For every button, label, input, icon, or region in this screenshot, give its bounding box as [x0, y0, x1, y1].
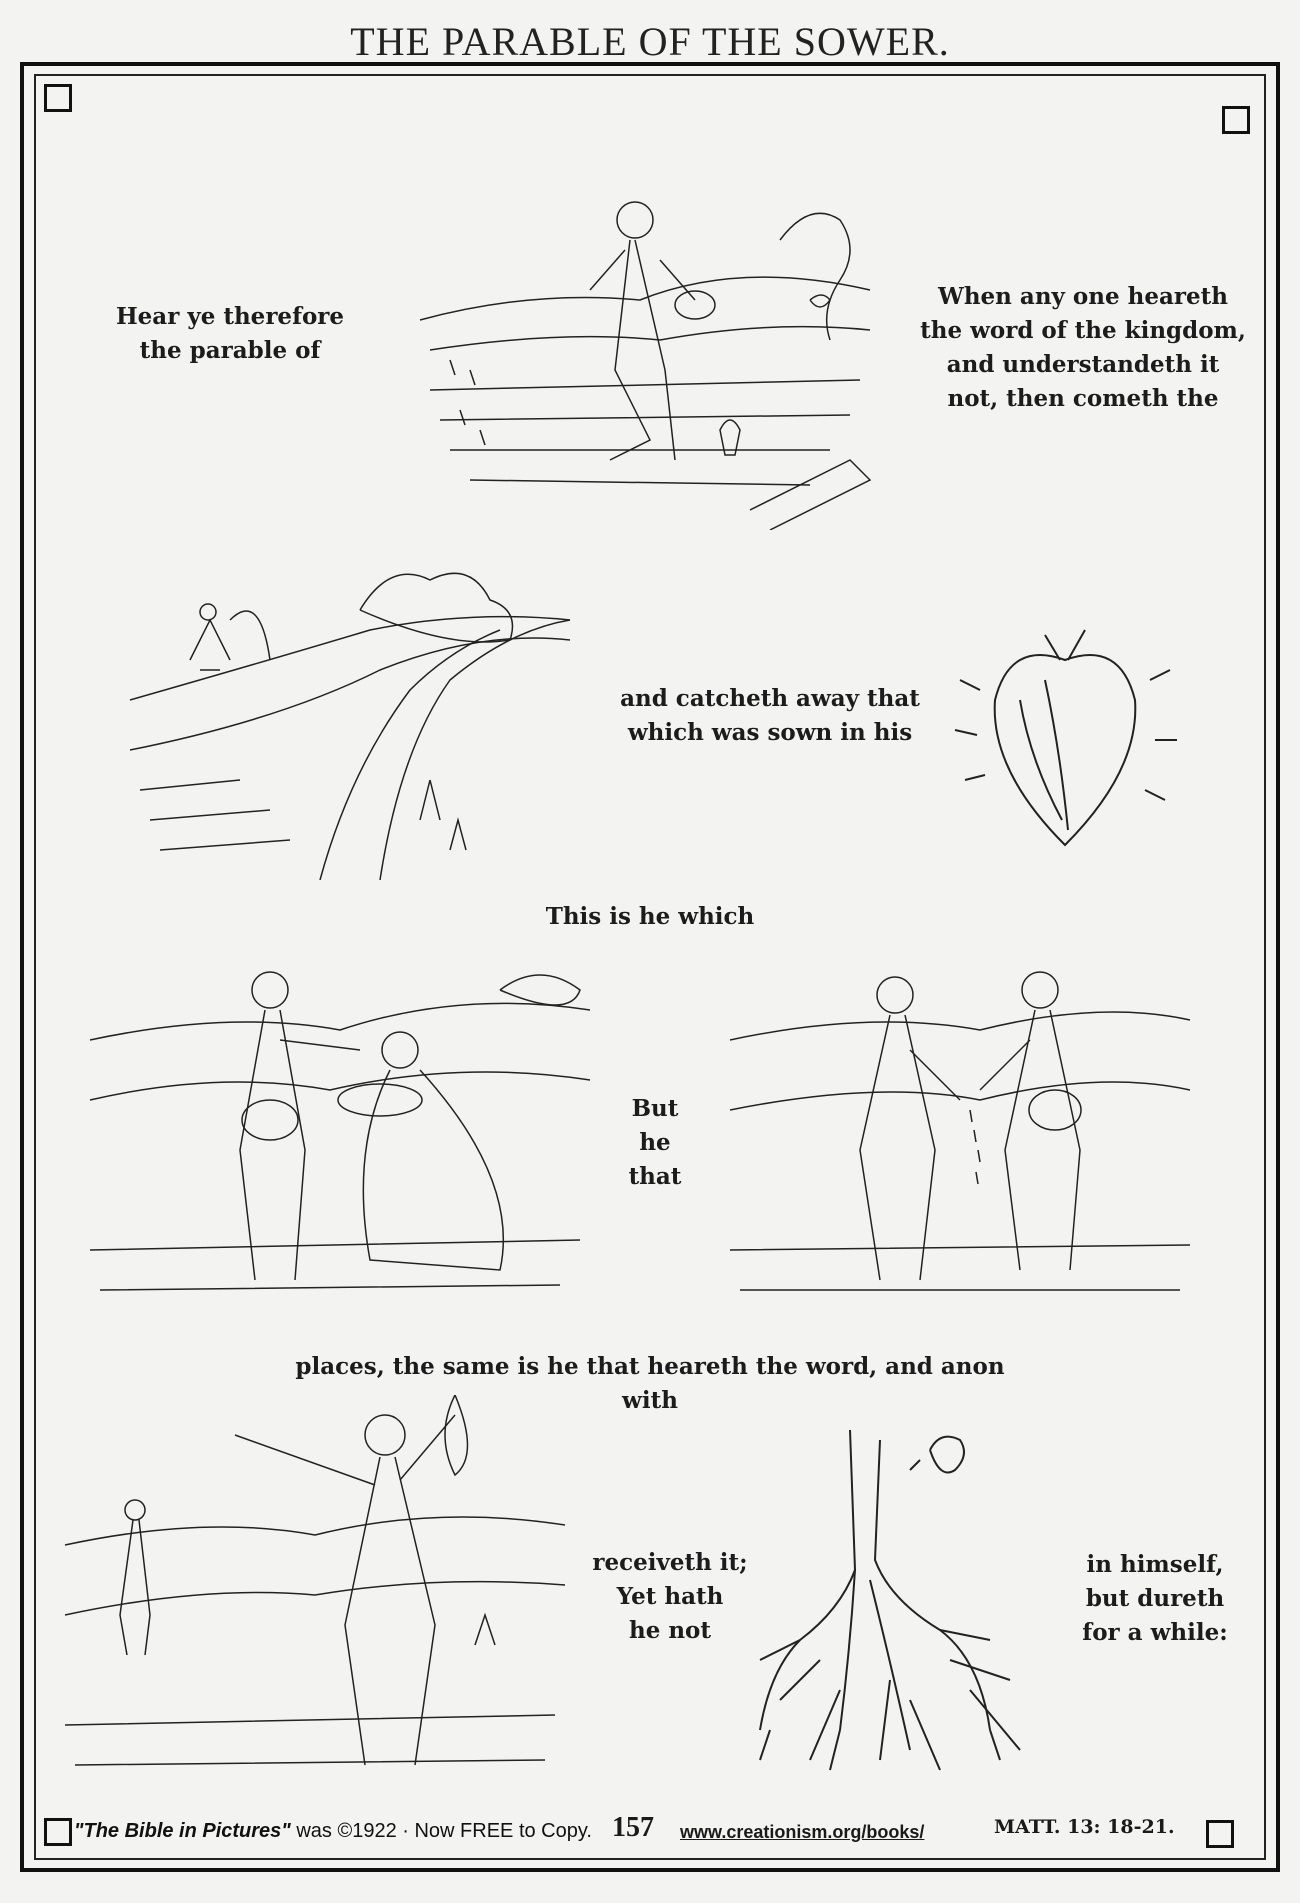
caption-catcheth-away: and catcheth away that which was sown in his — [620, 685, 920, 746]
caption-places-the-same: places, the same is he that heareth the word, and anon with — [295, 1353, 1005, 1414]
corner-ornament-bottom-right — [1206, 1820, 1234, 1848]
caption-but-he-that: But he that — [628, 1095, 682, 1190]
caption-hear-ye: Hear ye therefore the parable of — [115, 303, 345, 364]
book-title: "The Bible in Pictures" — [74, 1820, 291, 1842]
website-link[interactable]: www.creationism.org/books/ — [680, 1822, 925, 1842]
scripture-reference: MATT. 13: 18-21. — [994, 1816, 1175, 1838]
wayside-path-with-devil-icon — [120, 550, 580, 880]
caption-when-any-one: When any one heareth the word of the kingdom, and understandeth it not, then cometh the — [920, 283, 1246, 412]
page-number: 157 — [612, 1812, 654, 1843]
caption-receiveth-it: receiveth it; Yet hath he not — [592, 1549, 748, 1644]
sower-scattering-seed-icon — [410, 180, 880, 530]
joyful-man-with-bag-icon — [55, 1395, 575, 1785]
two-men-sharing-seed-icon — [720, 950, 1200, 1320]
corner-ornament-top-right — [1222, 106, 1250, 134]
corner-ornament-top-left — [44, 84, 72, 112]
caption-this-is-he: This is he which — [545, 903, 755, 930]
copyright-note: was ©1922 · Now FREE to Copy. — [290, 1820, 592, 1842]
man-giving-seed-to-old-man-icon — [80, 950, 600, 1320]
caption-in-himself: in himself, but dureth for a while: — [1082, 1551, 1228, 1646]
page-title: THE PARABLE OF THE SOWER. — [350, 19, 950, 64]
footer-credit — [74, 1820, 592, 1843]
heart-icon — [950, 620, 1180, 860]
corner-ornament-bottom-left — [44, 1818, 72, 1846]
withered-plant-roots-icon — [740, 1430, 1060, 1790]
